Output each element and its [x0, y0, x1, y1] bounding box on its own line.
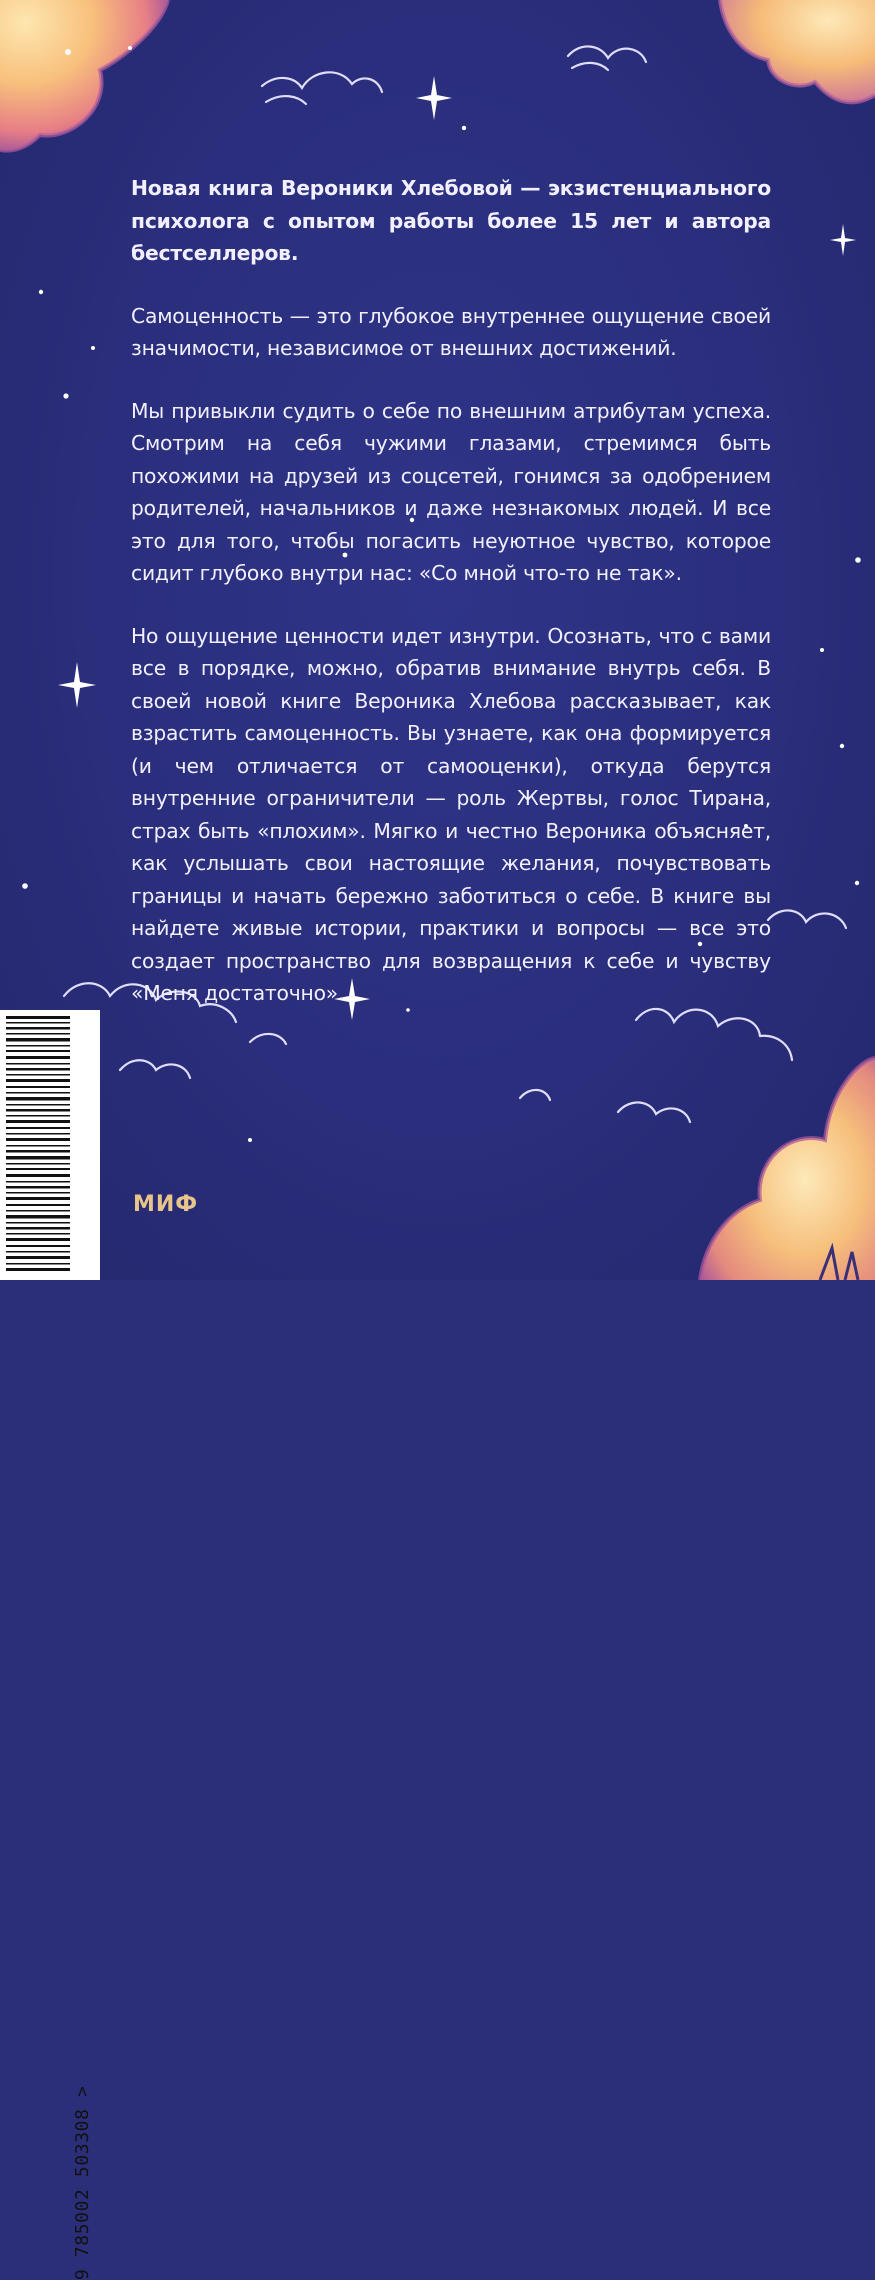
description-text: [131, 172, 771, 1040]
isbn-number: 9 785002 503308 >: [72, 2085, 93, 2280]
cloud-top-left: [0, 0, 168, 151]
cloud-bottom-right: [700, 1058, 875, 1280]
publisher-logo: МИФ: [133, 1192, 199, 1217]
barcode-icon: [0, 1010, 100, 2280]
paragraph-book-content: Но ощущение ценности идет изнутри. Осознать, что с вами все в порядке, можно, обратив внимание внутрь себя. В своей новой книге Вероника Хлебова рассказывает, как взрастить самоценность. Вы узнаете, как она формируется (и чем отличается от самооценки), откуда берутся внутренние ограничители — роль Жертвы, голос Тирана, страх быть «плохим». Мягко и честно Вероника объясняет, как услышать свои настоящие желания, почувствовать границы и начать бережно заботиться о себе. В книге вы найдете живые истории, практики и вопросы — все это создает пространство для возвращения к себе и чувству «Меня достаточно».: [131, 623, 771, 1005]
lead-paragraph: Новая книга Вероники Хлебовой — экзистенциального психолога с опытом работы более 15 лет и автора бестселлеров.: [131, 176, 771, 265]
paragraph-definition: Самоценность — это глубокое внутреннее ощущение своей значимости, независимое от внешних достижений.: [131, 303, 771, 360]
paragraph-problem: Мы привыкли судить о себе по внешним атрибутам успеха. Смотрим на себя чужими глазами, стремимся быть похожими на друзей из соцсетей, гонимся за одобрением родителей, начальников и даже незнакомых людей. И все это для того, чтобы погасить неуютное чувство, которое сидит глубоко внутри нас: «Со мной что-то не так».: [131, 398, 771, 585]
barcode-bars: [0, 1010, 100, 1280]
cloud-top-right: [720, 0, 875, 102]
